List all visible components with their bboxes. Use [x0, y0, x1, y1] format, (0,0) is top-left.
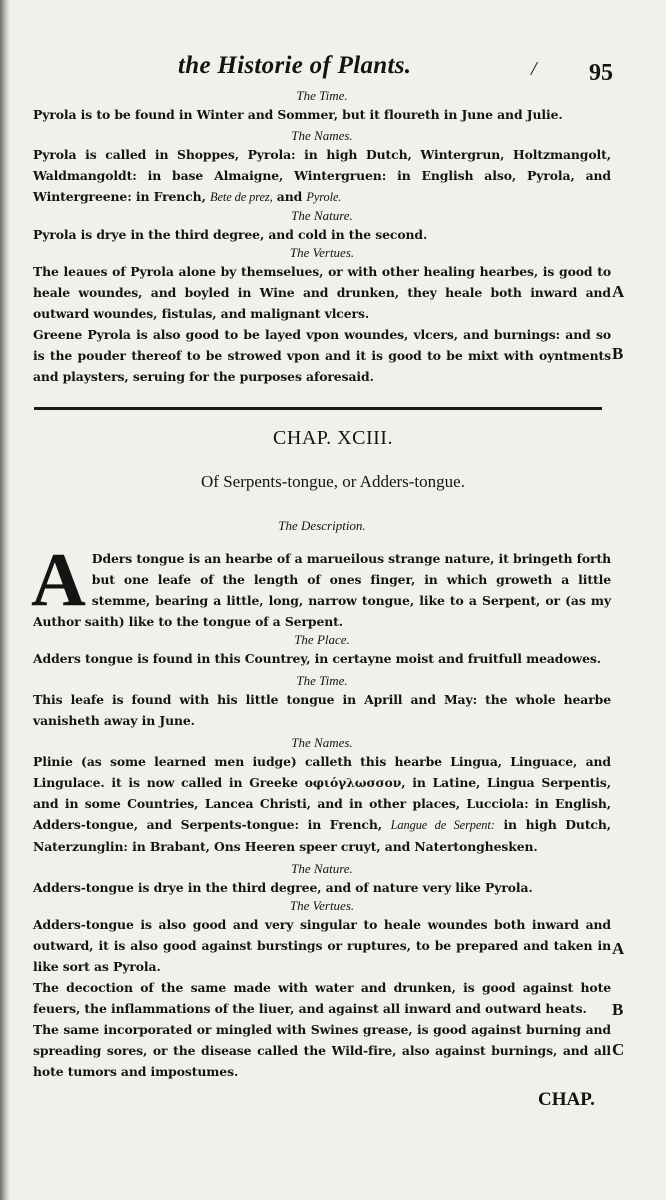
names-heading: The Names. [291, 735, 353, 750]
french-name-2: Pyrole. [306, 190, 342, 204]
vertues-paragraph-2: Greene Pyrola is also good to be layed vpon woundes, vlcers, and burnings: and so is the pouder thereof to be strowed vpon and it is good to be mixt with oyntments and playsters, seruing for the purposes aforesaid. [33, 327, 611, 384]
names-heading: The Names. [291, 128, 353, 143]
time-heading: The Time. [296, 88, 348, 103]
names-text: Plinie (as some learned men iudge) calleth this hearbe Lingua, Linguace, and Lingulace. it is now called in Greeke οφιόγλωσσον, in Latine, Lingua Serpentis, and in some Countries, Lancea Christi, and in other places, Lucciola: in English, Adders-tongue, and Serpents-tongue: in French, [33, 754, 611, 832]
margin-letter-b: B [612, 344, 624, 363]
nature-heading: The Nature. [291, 861, 353, 876]
french-name: Langue de Serpent: [390, 818, 495, 832]
vertues-paragraph-1: The leaues of Pyrola alone by themselues, or with other healing hearbes, is good to heale woundes, and boyled in Wine and drunken, they heale both inward and outward woundes, fistulas, and malignant vlcers. [33, 264, 611, 321]
vertues-paragraph-1: Adders-tongue is also good and very singular to heale woundes both inward and outward, it is also good against burstings or ruptures, to be prepared and taken in like sort as Pyrola. [33, 917, 611, 974]
names-paragraph [33, 144, 611, 208]
running-title: the Historie of Plants. [178, 52, 412, 79]
time-heading: The Time. [296, 673, 348, 688]
description-heading: The Description. [278, 518, 366, 533]
chapter-body [33, 518, 611, 1082]
names-paragraph [33, 751, 611, 857]
place-heading: The Place. [294, 632, 350, 647]
margin-letter-b: B [612, 1000, 624, 1019]
french-name-1: Bete de prez, [210, 190, 273, 204]
drop-cap: A [31, 538, 86, 622]
margin-letter-c: C [612, 1040, 625, 1059]
nature-paragraph: Pyrola is drye in the third degree, and cold in the second. [33, 227, 428, 242]
chapter-title: CHAP. XCIII. [273, 427, 393, 449]
names-and: and [276, 189, 303, 204]
place-paragraph: Adders tongue is found in this Countrey, in certayne moist and fruitfull meadowes. [33, 651, 601, 666]
margin-letter-a: A [612, 939, 625, 958]
catchword: CHAP. [538, 1089, 595, 1110]
vertues-paragraph-2: The decoction of the same made with water and drunken, is good against hote feuers, the inflammations of the liuer, and against all inward and outward heats. [33, 980, 611, 1016]
nature-heading: The Nature. [291, 208, 353, 223]
time-paragraph: This leafe is found with his little tongue in Aprill and May: the whole hearbe vanisheth away in June. [33, 692, 611, 728]
page-number: 95 [589, 60, 613, 86]
margin-letter-a: A [612, 282, 625, 301]
section-divider [34, 407, 602, 410]
time-paragraph: Pyrola is to be found in Winter and Sommer, but it floureth in June and Julie. [33, 107, 563, 122]
description-text: Dders tongue is an hearbe of a marueilous strange nature, it bringeth forth but one leafe of the length of ones finger, in which groweth a little stemme, bearing a little, long, narrow tongue, like to a Serpent, or (as my Author saith) like to the tongue of a Serpent. [33, 551, 611, 629]
vertues-heading: The Vertues. [289, 898, 355, 913]
names-text: Pyrola is called in Shoppes, Pyrola: in high Dutch, Wintergrun, Holtzmangolt, Waldmangoldt: in base Almaigne, Wintergruen: in English also, Pyrola, and Wintergreene: in French, [33, 147, 611, 204]
vertues-heading: The Vertues. [289, 245, 355, 260]
pyrola-section [33, 88, 611, 387]
page-header [0, 52, 666, 88]
chapter-subtitle: Of Serpents-tongue, or Adders-tongue. [201, 472, 465, 491]
page-edge-shadow [0, 0, 10, 1200]
nature-paragraph: Adders-tongue is drye in the third degree, and of nature very like Pyrola. [33, 880, 533, 895]
names-text-end: in high Dutch, Naterzunglin: in Brabant, Ons Heeren speer cruyt, and Natertonghesken. [33, 817, 612, 854]
header-mark: / [531, 58, 537, 80]
description-paragraph [31, 538, 611, 632]
vertues-paragraph-3: The same incorporated or mingled with Swines grease, is good against burning and spreading sores, or the disease called the Wild-fire, also against burnings, and all hote tumors and impostumes. [33, 1022, 611, 1079]
